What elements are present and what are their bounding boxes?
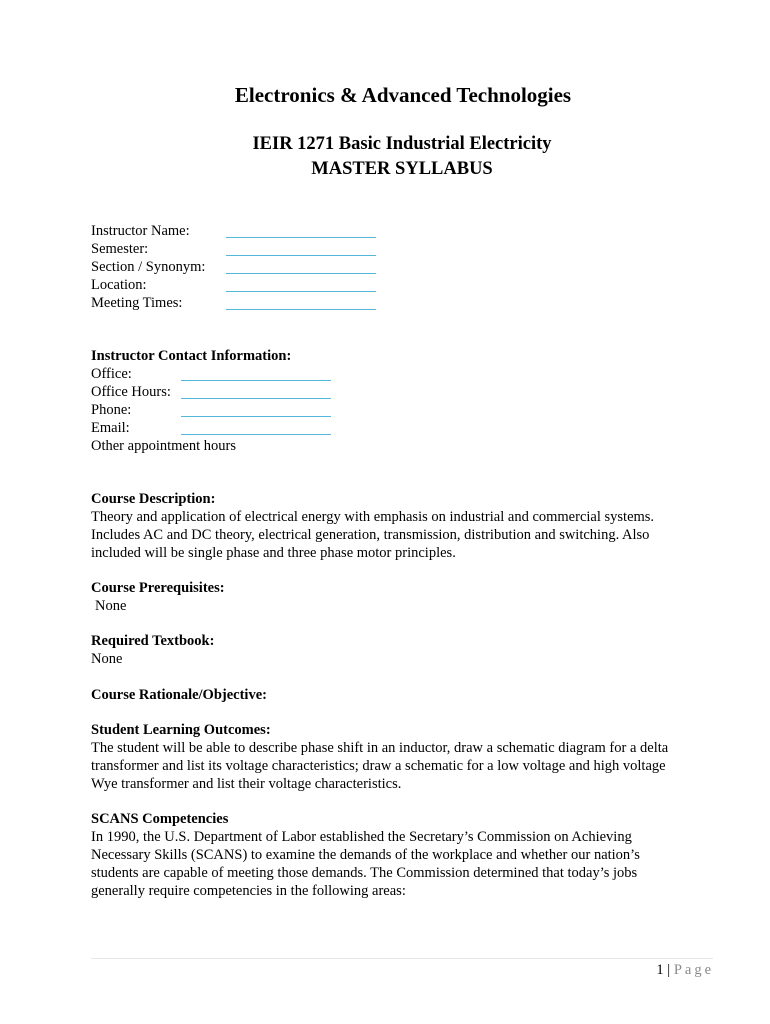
office-field[interactable] xyxy=(181,365,331,381)
section-synonym-field[interactable] xyxy=(226,258,376,274)
field-row-semester xyxy=(91,240,711,258)
course-prerequisites-section xyxy=(91,579,711,615)
field-label: Location: xyxy=(91,277,147,293)
body-line: generally require competencies in the following areas: xyxy=(91,883,406,899)
document-type-title: MASTER SYLLABUS xyxy=(311,159,493,179)
course-description-section xyxy=(91,490,711,562)
body-line: students are capable of meeting those demands. The Commission determined that today’s jobs xyxy=(91,865,638,881)
field-label: Meeting Times: xyxy=(91,295,183,311)
contact-heading: Instructor Contact Information: xyxy=(91,348,292,364)
contact-info-block xyxy=(91,347,711,455)
required-textbook-section xyxy=(91,632,711,668)
field-row-section xyxy=(91,258,711,276)
learning-outcomes-section xyxy=(91,721,711,793)
section-heading: Course Rationale/Objective: xyxy=(91,687,267,703)
body-line: Necessary Skills (SCANS) to examine the demands of the workplace and whether our nation’s xyxy=(91,847,640,863)
location-field[interactable] xyxy=(226,276,376,292)
section-heading: SCANS Competencies xyxy=(91,811,229,827)
body-line: included will be single phase and three phase motor principles. xyxy=(91,545,456,561)
body-line: transformer and list its voltage characteristics; draw a schematic for a low voltage and high voltage xyxy=(91,758,666,774)
department-title: Electronics & Advanced Technologies xyxy=(234,83,572,107)
footer-divider xyxy=(91,958,713,959)
section-body: None xyxy=(91,651,123,667)
section-heading: Required Textbook: xyxy=(91,633,215,649)
course-rationale-section xyxy=(91,686,711,704)
field-row-office-hours xyxy=(91,383,711,401)
body-line: Wye transformer and list their voltage characteristics. xyxy=(91,776,402,792)
page-number: 1 xyxy=(656,962,664,978)
field-row-office xyxy=(91,365,711,383)
scans-competencies-section xyxy=(91,810,711,900)
course-title: IEIR 1271 Basic Industrial Electricity xyxy=(252,134,552,154)
field-label: Semester: xyxy=(91,241,149,257)
field-label: Office: xyxy=(91,366,132,382)
field-row-meeting-times xyxy=(91,294,711,312)
other-appointment-hours: Other appointment hours xyxy=(91,438,236,454)
page-footer xyxy=(656,961,714,979)
body-line: The student will be able to describe phase shift in an inductor, draw a schematic diagram for a delta xyxy=(91,740,669,756)
semester-field[interactable] xyxy=(226,240,376,256)
field-row-location xyxy=(91,276,711,294)
field-row-phone xyxy=(91,401,711,419)
instructor-name-field[interactable] xyxy=(226,222,376,238)
footer-separator: | xyxy=(667,962,671,978)
field-row-email xyxy=(91,419,711,437)
field-label: Section / Synonym: xyxy=(91,259,206,275)
field-label: Instructor Name: xyxy=(91,223,190,239)
page-label: Page xyxy=(673,962,714,978)
field-label: Phone: xyxy=(91,402,132,418)
section-heading: Course Prerequisites: xyxy=(91,580,225,596)
field-label: Office Hours: xyxy=(91,384,171,400)
phone-field[interactable] xyxy=(181,401,331,417)
body-line: Includes AC and DC theory, electrical generation, transmission, distribution and switching. Also xyxy=(91,527,650,543)
field-row-instructor-name xyxy=(91,222,711,240)
meeting-times-field[interactable] xyxy=(226,294,376,310)
body-line: In 1990, the U.S. Department of Labor established the Secretary’s Commission on Achieving xyxy=(91,829,632,845)
instructor-info-block xyxy=(91,222,711,312)
body-line: Theory and application of electrical energy with emphasis on industrial and commercial systems. xyxy=(91,509,655,525)
section-heading: Student Learning Outcomes: xyxy=(91,722,271,738)
section-body: None xyxy=(95,598,127,614)
office-hours-field[interactable] xyxy=(181,383,331,399)
section-heading: Course Description: xyxy=(91,491,216,507)
field-label: Email: xyxy=(91,420,130,436)
email-field[interactable] xyxy=(181,419,331,435)
